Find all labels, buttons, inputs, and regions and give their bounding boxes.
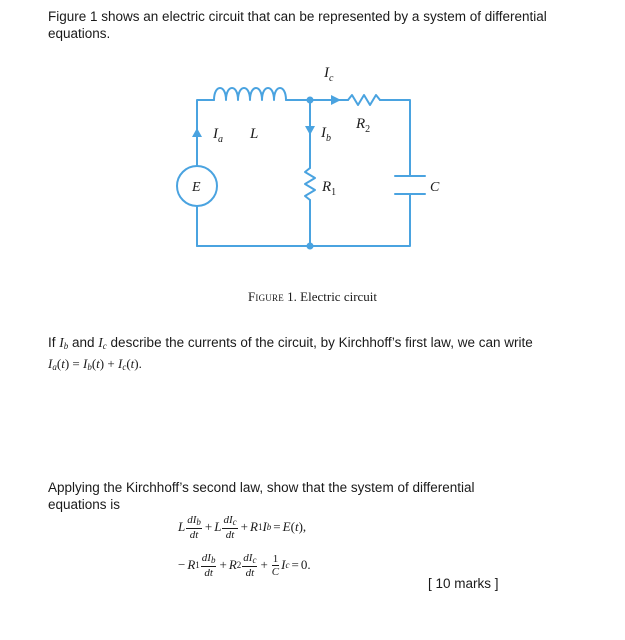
resistor-r2 bbox=[348, 95, 380, 105]
marks-label: [ 10 marks ] bbox=[428, 576, 499, 591]
label-r2: $R_2$ bbox=[356, 116, 371, 135]
right-wire bbox=[197, 100, 410, 246]
label-c: C bbox=[430, 180, 440, 195]
kvl-paragraph: Applying the Kirchhoff’s second law, show that the system of differential equations is bbox=[48, 480, 475, 512]
equation-2: − R 1 $\frac{dI_b}{dt}$ + R 2 $\frac{dI_c}{dt}$ + $\frac{1}{C}$ I c = 0. bbox=[178, 551, 311, 579]
equation-system bbox=[178, 508, 311, 584]
label-e: E bbox=[192, 180, 201, 195]
label-ia: $I_a$ bbox=[213, 126, 223, 145]
arrow-ia-icon bbox=[192, 128, 202, 137]
caption-prefix: Figure bbox=[247, 289, 284, 304]
arrow-ib-icon bbox=[305, 126, 315, 135]
label-ib: $I_b$ bbox=[321, 125, 331, 144]
label-l: L bbox=[250, 126, 259, 142]
arrow-ic-icon bbox=[331, 95, 341, 105]
resistor-r1 bbox=[305, 168, 315, 200]
label-ic: $I_c$ bbox=[324, 65, 334, 84]
junction-bottom bbox=[307, 243, 314, 250]
intro-paragraph: Figure 1 shows an electric circuit that can be represented by a system of differential equations. bbox=[48, 9, 547, 41]
caption-rest: 1. Electric circuit bbox=[283, 289, 378, 304]
equation-1: L $\frac{dI_b}{dt}$ + L $\frac{dI_c}{dt}$ + R 1 I b = E ( t ), bbox=[178, 513, 307, 541]
label-r1: $R_1$ bbox=[322, 179, 337, 198]
kcl-paragraph: If $I_b$ and $I_c$ describe the currents of the circuit, by Kirchhoff’s first law, we can write $I_a(t) = I_b(t) + I_c(t)$. bbox=[48, 335, 533, 372]
junction-top bbox=[307, 97, 314, 104]
figure-caption bbox=[0, 289, 625, 305]
inductor-coil bbox=[214, 88, 286, 100]
